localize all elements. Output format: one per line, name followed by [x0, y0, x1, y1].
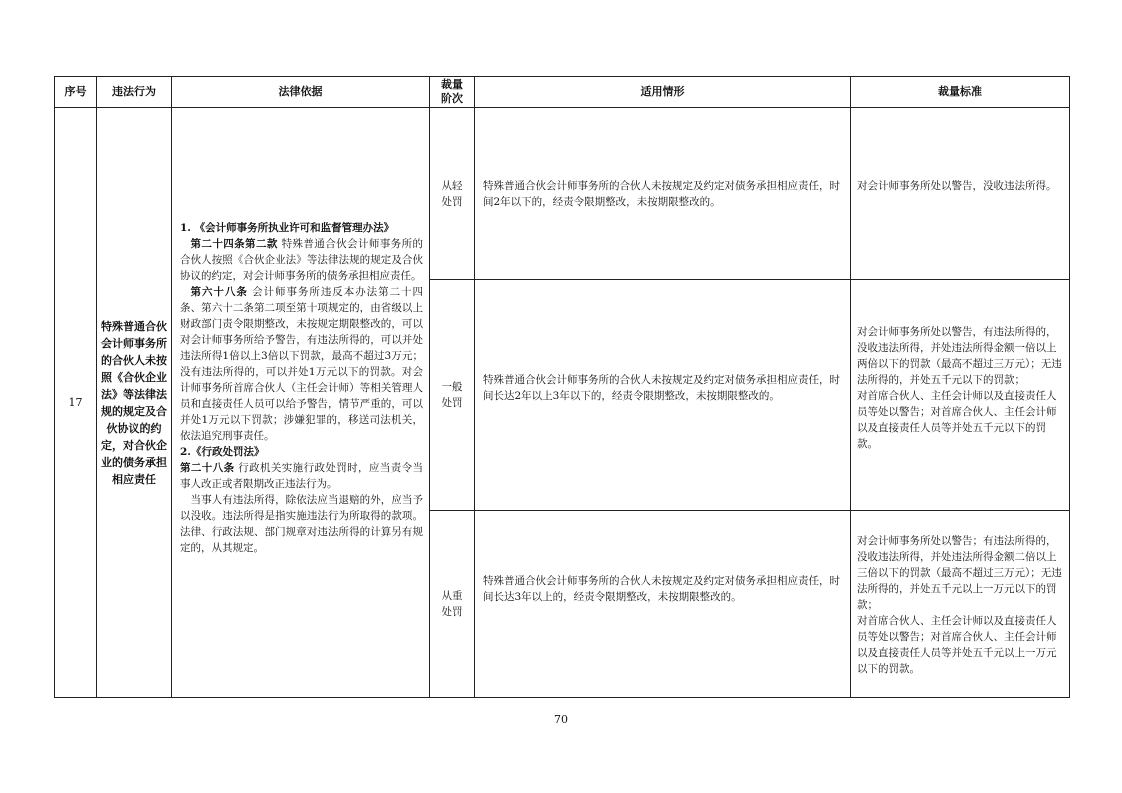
table-header-row: [55, 77, 1070, 108]
penalty-table: [54, 76, 1070, 698]
article-68-text: 会计师事务所违反本办法第二十四条、第六十二条第二项至第十项规定的，由省级以上财政部门责令限期整改，未按规定期限整改的，可以对会计师事务所给予警告，有违法所得的，可以并处违法所得1倍以上3倍以下罚款，最高不超过3万元；没有违法所得的，可以并处1万元以下的罚款。对会计师事务所首席合伙人（主任会计师）等相关管理人员和直接责任人员可以给予警告，情节严重的，可以并处1万元以下罚款；涉嫌犯罪的，移送司法机关，依法追究刑事责任。: [180, 286, 424, 442]
header-standard: 裁量标准: [851, 77, 1070, 108]
article-28-paragraph: [180, 460, 423, 492]
tier-standard-normal-line-2: 对首席合伙人、主任会计师以及直接责任人员等处以警告；对首席合伙人、主任会计师以及直接责任人员等并处五千元以下的罚款。: [857, 390, 1057, 450]
article-28-title: 第二十八条: [180, 462, 235, 474]
law2-title: 2.《行政处罚法》: [180, 446, 265, 458]
tier-standard-light-line: 对会计师事务所处以警告，没收违法所得。: [857, 180, 1057, 192]
article-68-paragraph: [180, 284, 423, 444]
row-violation: 特殊普通合伙会计师事务所的合伙人未按照《合伙企业法》等法律法规的规定及合伙协议的约定，对合伙企业的债务承担相应责任: [97, 108, 172, 698]
tier-standard-heavy: [851, 511, 1070, 698]
law1-title: 1. 《会计师事务所执业许可和监督管理办法》: [180, 222, 395, 234]
tier-level-heavy: [430, 511, 475, 698]
table-row: [55, 108, 1070, 280]
tier-level-heavy-text: 从重处罚: [441, 590, 463, 618]
header-act: 违法行为: [97, 77, 172, 108]
header-case: 适用情形: [475, 77, 851, 108]
page-number: 70: [554, 713, 568, 726]
header-basis: 法律依据: [172, 77, 430, 108]
article-28-text2: 当事人有违法所得，除依法应当退赔的外，应当予以没收。违法所得是指实施违法行为所取得的款项。法律、行政法规、部门规章对违法所得的计算另有规定的，从其规定。: [180, 494, 423, 554]
header-seq: 序号: [55, 77, 97, 108]
tier-level-light: [430, 108, 475, 280]
article-28-text: 行政机关实施行政处罚时，应当责令当事人改正或者限期改正违法行为。: [180, 462, 423, 490]
article-24-title: 第二十四条第二款: [190, 238, 278, 250]
tier-level-light-text: 从轻处罚: [441, 179, 463, 208]
article-24-paragraph: [180, 236, 423, 284]
tier-standard-normal-line-1: 对会计师事务所处以警告，有违法所得的，没收违法所得，并处违法所得金额一倍以上两倍以下的罚款（最高不超过三万元）；无违法所得的，并处五千元以下的罚款；: [857, 326, 1062, 386]
tier-standard-light: [851, 108, 1070, 280]
row-legal-basis: [172, 108, 430, 698]
row-seq: 17: [55, 108, 97, 698]
article-24-text: 特殊普通合伙会计师事务所的合伙人按照《合伙企业法》等法律法规的规定及合伙协议的约定，对会计师事务所的债务承担相应责任。: [180, 238, 424, 282]
tier-case-normal: 特殊普通合伙会计师事务所的合伙人未按规定及约定对债务承担相应责任，时间长达2年以上3年以下的，经责令限期整改，未按期限整改的。: [475, 280, 851, 511]
tier-level-normal-text: 一般处罚: [441, 381, 463, 409]
header-level: 裁量阶次: [430, 77, 475, 108]
tier-standard-heavy-line-2: 对首席合伙人、主任会计师以及直接责任人员等处以警告；对首席合伙人、主任会计师以及直接责任人员等并处五千元以上一万元以下的罚款。: [857, 615, 1057, 675]
tier-level-normal: [430, 280, 475, 511]
tier-standard-heavy-line-1: 对会计师事务所处以警告；有违法所得的，没收违法所得，并处违法所得金额二倍以上三倍以下的罚款（最高不超过三万元）；无违法所得的，并处五千元以上一万元以下的罚款；: [857, 535, 1062, 611]
tier-case-heavy: 特殊普通合伙会计师事务所的合伙人未按规定及约定对债务承担相应责任，时间长达3年以上的，经责令限期整改，未按期限整改的。: [475, 511, 851, 698]
article-68-title: 第六十八条: [190, 286, 248, 298]
tier-case-light: 特殊普通合伙会计师事务所的合伙人未按规定及约定对债务承担相应责任，时间2年以下的，经责令限期整改，未按期限整改的。: [475, 108, 851, 280]
tier-standard-normal: [851, 280, 1070, 511]
